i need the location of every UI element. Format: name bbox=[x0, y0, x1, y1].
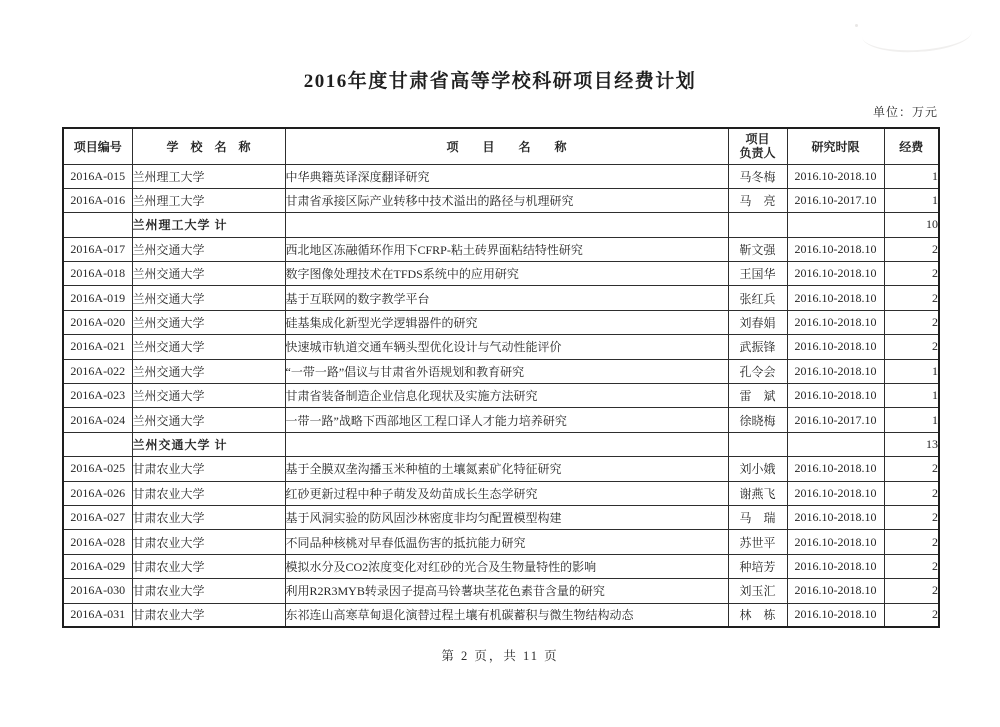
cell-project-no: 2016A-015 bbox=[63, 164, 132, 188]
cell-leader: 刘玉汇 bbox=[728, 579, 787, 603]
cell-school: 兰州交通大学 bbox=[132, 262, 285, 286]
table-row bbox=[63, 603, 939, 627]
cell-school: 甘肃农业大学 bbox=[132, 603, 285, 627]
cell-project-no: 2016A-023 bbox=[63, 384, 132, 408]
table-row bbox=[63, 554, 939, 578]
table-row bbox=[63, 530, 939, 554]
subtotal-row bbox=[63, 213, 939, 237]
cell-period: 2016.10-2017.10 bbox=[787, 408, 884, 432]
cell-project-name: 基于全膜双垄沟播玉米种植的土壤氮素矿化特征研究 bbox=[285, 457, 728, 481]
table-row bbox=[63, 505, 939, 529]
cell-leader: 武振锋 bbox=[728, 335, 787, 359]
funding-table bbox=[62, 127, 940, 628]
cell-leader: 张红兵 bbox=[728, 286, 787, 310]
table-row bbox=[63, 579, 939, 603]
cell-fund: 1 bbox=[884, 188, 939, 212]
col-header-leader-line2: 负责人 bbox=[739, 146, 776, 161]
cell-school: 甘肃农业大学 bbox=[132, 505, 285, 529]
cell-school: 兰州交通大学 bbox=[132, 237, 285, 261]
cell-school: 兰州交通大学 计 bbox=[132, 432, 285, 456]
cell-project-no: 2016A-020 bbox=[63, 310, 132, 334]
cell-project-name: 硅基集成化新型光学逻辑器件的研究 bbox=[285, 310, 728, 334]
cell-project-no: 2016A-030 bbox=[63, 579, 132, 603]
cell-period: 2016.10-2018.10 bbox=[787, 457, 884, 481]
cell-period: 2016.10-2018.10 bbox=[787, 262, 884, 286]
cell-project-no: 2016A-031 bbox=[63, 603, 132, 627]
cell-leader: 林 栋 bbox=[728, 603, 787, 627]
cell-fund: 2 bbox=[884, 603, 939, 627]
cell-fund: 2 bbox=[884, 237, 939, 261]
cell-leader: 苏世平 bbox=[728, 530, 787, 554]
col-header-project-no: 项目编号 bbox=[63, 128, 132, 164]
cell-project-no: 2016A-018 bbox=[63, 262, 132, 286]
cell-period: 2016.10-2018.10 bbox=[787, 384, 884, 408]
cell-period: 2016.10-2018.10 bbox=[787, 335, 884, 359]
cell-leader: 谢燕飞 bbox=[728, 481, 787, 505]
cell-fund: 1 bbox=[884, 384, 939, 408]
cell-project-name: 基于互联网的数字教学平台 bbox=[285, 286, 728, 310]
cell-period: 2016.10-2018.10 bbox=[787, 481, 884, 505]
cell-period: 2016.10-2018.10 bbox=[787, 554, 884, 578]
col-header-period: 研究时限 bbox=[787, 128, 884, 164]
subtotal-row bbox=[63, 432, 939, 456]
cell-school: 甘肃农业大学 bbox=[132, 481, 285, 505]
cell-leader: 刘春娟 bbox=[728, 310, 787, 334]
cell-leader bbox=[728, 213, 787, 237]
cell-leader: 马 瑞 bbox=[728, 505, 787, 529]
cell-project-name: 一带一路”战略下西部地区工程口译人才能力培养研究 bbox=[285, 408, 728, 432]
table-row bbox=[63, 359, 939, 383]
cell-fund: 2 bbox=[884, 286, 939, 310]
cell-fund: 2 bbox=[884, 579, 939, 603]
table-row bbox=[63, 237, 939, 261]
table-row bbox=[63, 457, 939, 481]
page-title: 2016年度甘肃省高等学校科研项目经费计划 bbox=[303, 71, 697, 92]
table-row bbox=[63, 481, 939, 505]
cell-period: 2016.10-2018.10 bbox=[787, 530, 884, 554]
cell-project-no: 2016A-024 bbox=[63, 408, 132, 432]
cell-project-name bbox=[285, 432, 728, 456]
cell-school: 兰州理工大学 bbox=[132, 164, 285, 188]
cell-project-name: 中华典籍英译深度翻译研究 bbox=[285, 164, 728, 188]
cell-project-name: 快速城市轨道交通车辆头型优化设计与气动性能评价 bbox=[285, 335, 728, 359]
cell-period: 2016.10-2018.10 bbox=[787, 164, 884, 188]
col-header-leader bbox=[728, 128, 787, 164]
cell-leader: 王国华 bbox=[728, 262, 787, 286]
cell-leader: 马 亮 bbox=[728, 188, 787, 212]
cell-period: 2016.10-2018.10 bbox=[787, 579, 884, 603]
cell-leader: 徐晓梅 bbox=[728, 408, 787, 432]
cell-school: 兰州交通大学 bbox=[132, 384, 285, 408]
cell-project-name: 基于风洞实验的防风固沙林密度非均匀配置模型构建 bbox=[285, 505, 728, 529]
cell-school: 甘肃农业大学 bbox=[132, 579, 285, 603]
cell-fund: 2 bbox=[884, 554, 939, 578]
cell-project-no: 2016A-021 bbox=[63, 335, 132, 359]
cell-project-name: 不同品种核桃对早春低温伤害的抵抗能力研究 bbox=[285, 530, 728, 554]
cell-period: 2016.10-2017.10 bbox=[787, 188, 884, 212]
cell-project-no: 2016A-025 bbox=[63, 457, 132, 481]
cell-fund: 2 bbox=[884, 310, 939, 334]
cell-leader: 靳文强 bbox=[728, 237, 787, 261]
cell-fund: 2 bbox=[884, 262, 939, 286]
table-row bbox=[63, 262, 939, 286]
table-header-row bbox=[63, 128, 939, 164]
cell-school: 兰州交通大学 bbox=[132, 310, 285, 334]
cell-project-name: 利用R2R3MYB转录因子提高马铃薯块茎花色素苷含量的研究 bbox=[285, 579, 728, 603]
cell-school: 甘肃农业大学 bbox=[132, 554, 285, 578]
table-row bbox=[63, 384, 939, 408]
cell-school: 兰州交通大学 bbox=[132, 335, 285, 359]
cell-period bbox=[787, 213, 884, 237]
cell-project-no: 2016A-027 bbox=[63, 505, 132, 529]
cell-project-name: 模拟水分及CO2浓度变化对红砂的光合及生物量特性的影响 bbox=[285, 554, 728, 578]
col-header-leader-line1: 项目 bbox=[745, 131, 770, 146]
cell-fund: 2 bbox=[884, 457, 939, 481]
cell-project-no bbox=[63, 432, 132, 456]
cell-project-name: 西北地区冻融循环作用下CFRP-粘土砖界面粘结特性研究 bbox=[285, 237, 728, 261]
cell-project-name: 甘肃省承接区际产业转移中技术溢出的路径与机理研究 bbox=[285, 188, 728, 212]
cell-leader: 刘小娥 bbox=[728, 457, 787, 481]
cell-project-no: 2016A-026 bbox=[63, 481, 132, 505]
cell-school: 兰州交通大学 bbox=[132, 359, 285, 383]
cell-period: 2016.10-2018.10 bbox=[787, 359, 884, 383]
cell-period: 2016.10-2018.10 bbox=[787, 310, 884, 334]
cell-fund: 1 bbox=[884, 408, 939, 432]
cell-fund: 2 bbox=[884, 530, 939, 554]
table-row bbox=[63, 335, 939, 359]
cell-period bbox=[787, 432, 884, 456]
cell-school: 甘肃农业大学 bbox=[132, 457, 285, 481]
cell-leader: 种培芳 bbox=[728, 554, 787, 578]
unit-label: 单位：万元 bbox=[872, 105, 938, 119]
cell-leader: 雷 斌 bbox=[728, 384, 787, 408]
cell-fund: 2 bbox=[884, 505, 939, 529]
col-header-fund: 经费 bbox=[884, 128, 939, 164]
cell-project-name: “一带一路”倡议与甘肃省外语规划和教育研究 bbox=[285, 359, 728, 383]
cell-period: 2016.10-2018.10 bbox=[787, 237, 884, 261]
cell-project-no bbox=[63, 213, 132, 237]
cell-project-no: 2016A-029 bbox=[63, 554, 132, 578]
cell-leader: 孔令会 bbox=[728, 359, 787, 383]
cell-school: 甘肃农业大学 bbox=[132, 530, 285, 554]
col-header-school: 学 校 名 称 bbox=[132, 128, 285, 164]
cell-leader bbox=[728, 432, 787, 456]
table-row bbox=[63, 310, 939, 334]
cell-fund: 1 bbox=[884, 359, 939, 383]
cell-school: 兰州理工大学 bbox=[132, 188, 285, 212]
cell-leader: 马冬梅 bbox=[728, 164, 787, 188]
table-row bbox=[63, 408, 939, 432]
scan-speck bbox=[855, 24, 858, 27]
cell-fund: 1 bbox=[884, 164, 939, 188]
cell-fund: 13 bbox=[884, 432, 939, 456]
cell-project-no: 2016A-016 bbox=[63, 188, 132, 212]
scan-artifact bbox=[861, 13, 973, 55]
cell-period: 2016.10-2018.10 bbox=[787, 286, 884, 310]
table-row bbox=[63, 164, 939, 188]
cell-project-no: 2016A-028 bbox=[63, 530, 132, 554]
cell-project-name bbox=[285, 213, 728, 237]
cell-project-no: 2016A-017 bbox=[63, 237, 132, 261]
cell-fund: 2 bbox=[884, 335, 939, 359]
cell-fund: 2 bbox=[884, 481, 939, 505]
cell-school: 兰州理工大学 计 bbox=[132, 213, 285, 237]
table-row bbox=[63, 286, 939, 310]
cell-project-name: 东祁连山高寒草甸退化演替过程土壤有机碳蓄积与微生物结构动态 bbox=[285, 603, 728, 627]
table-row bbox=[63, 188, 939, 212]
cell-period: 2016.10-2018.10 bbox=[787, 603, 884, 627]
page-number: 第 2 页，共 11 页 bbox=[441, 649, 559, 663]
cell-fund: 10 bbox=[884, 213, 939, 237]
cell-project-name: 红砂更新过程中种子萌发及幼苗成长生态学研究 bbox=[285, 481, 728, 505]
col-header-project-name: 项 目 名 称 bbox=[285, 128, 728, 164]
cell-project-no: 2016A-019 bbox=[63, 286, 132, 310]
cell-school: 兰州交通大学 bbox=[132, 408, 285, 432]
cell-project-no: 2016A-022 bbox=[63, 359, 132, 383]
cell-period: 2016.10-2018.10 bbox=[787, 505, 884, 529]
cell-school: 兰州交通大学 bbox=[132, 286, 285, 310]
cell-project-name: 甘肃省装备制造企业信息化现状及实施方法研究 bbox=[285, 384, 728, 408]
cell-project-name: 数字图像处理技术在TFDS系统中的应用研究 bbox=[285, 262, 728, 286]
